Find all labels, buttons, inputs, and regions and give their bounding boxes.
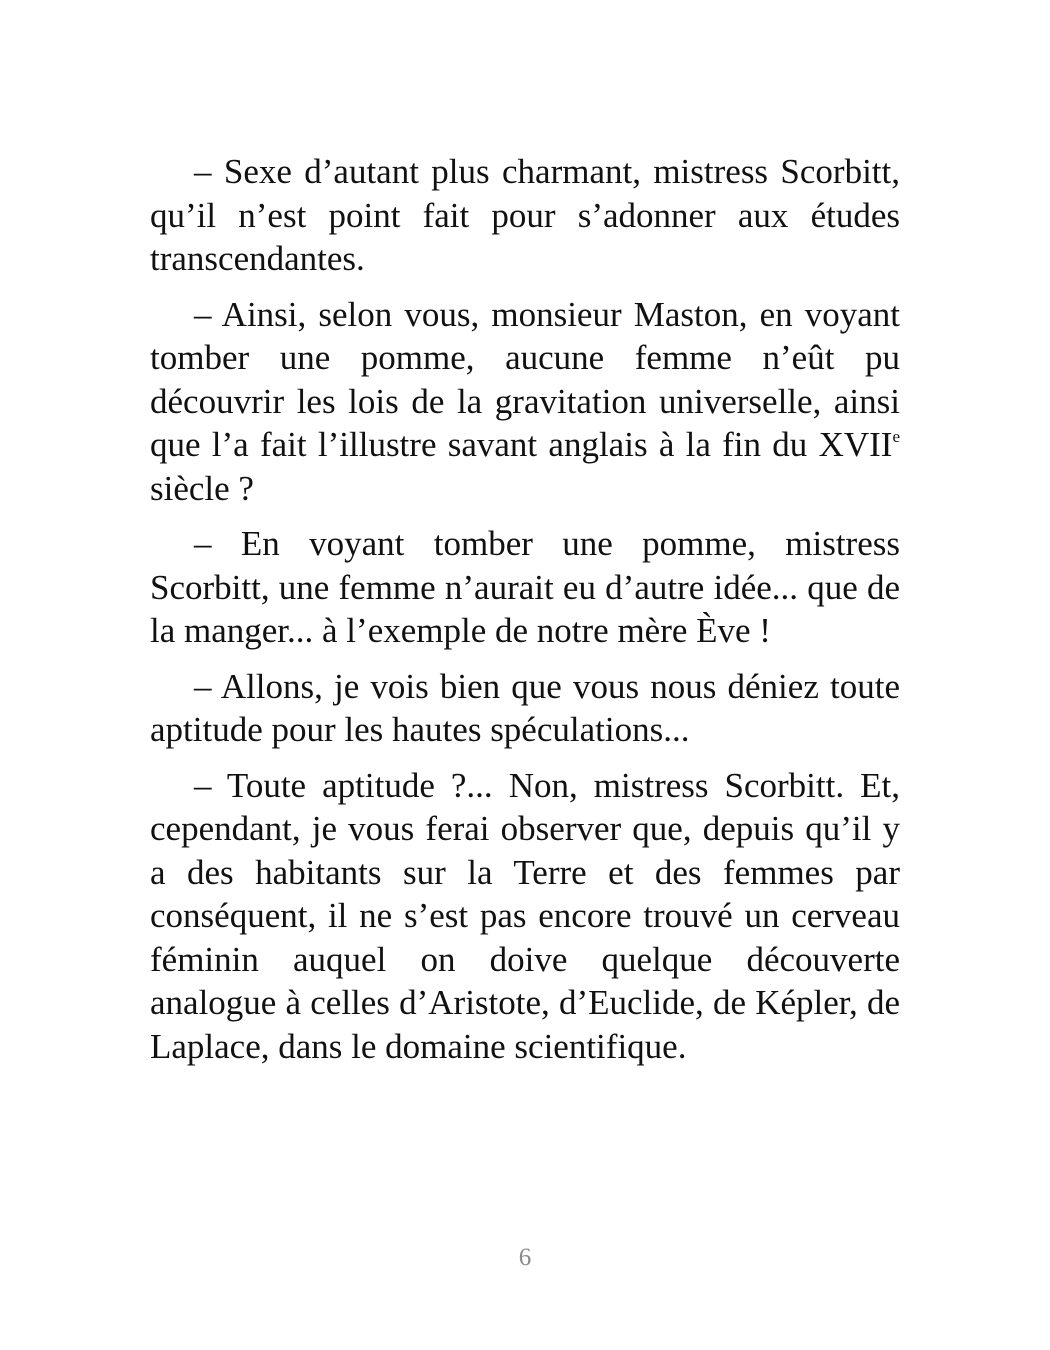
paragraph-5: – Toute aptitude ?... Non, mistress Scorbitt. Et, cependant, je vous ferai observer que, depuis qu’il y a des habitants sur la Terre et des femmes par conséquent, il ne s’est pas encore trouvé un cerveau féminin auquel on doive quelque découverte analogue à celles d’Aristote, d’Euclide, de Képler, de Laplace, dans le domaine scientifique. bbox=[150, 765, 900, 1066]
body-text bbox=[150, 150, 900, 1080]
century-superscript: e bbox=[892, 427, 901, 446]
paragraph-4: – Allons, je vois bien que vous nous déniez toute aptitude pour les hautes spéculations... bbox=[150, 666, 900, 749]
paragraph-2 bbox=[150, 293, 900, 511]
paragraph-3: – En voyant tomber une pomme, mistress Scorbitt, une femme n’aurait eu d’autre idée... que de la manger... à l’exemple de notre mère Ève ! bbox=[150, 524, 900, 650]
century-numeral: XVII bbox=[818, 425, 893, 464]
page-number: 6 bbox=[518, 1244, 532, 1271]
paragraph-1: – Sexe d’autant plus charmant, mistress Scorbitt, qu’il n’est point fait pour s’adonner aux études transcendantes. bbox=[150, 152, 900, 278]
paragraph-2-ending: siècle ? bbox=[150, 468, 254, 508]
paragraph-2-text: – Ainsi, selon vous, monsieur Maston, en voyant tomber une pomme, aucune femme n’eût pu découvrir les lois de la gravitation universelle, ainsi que l’a fait l’illustre savant anglais à la fin du bbox=[150, 294, 900, 464]
